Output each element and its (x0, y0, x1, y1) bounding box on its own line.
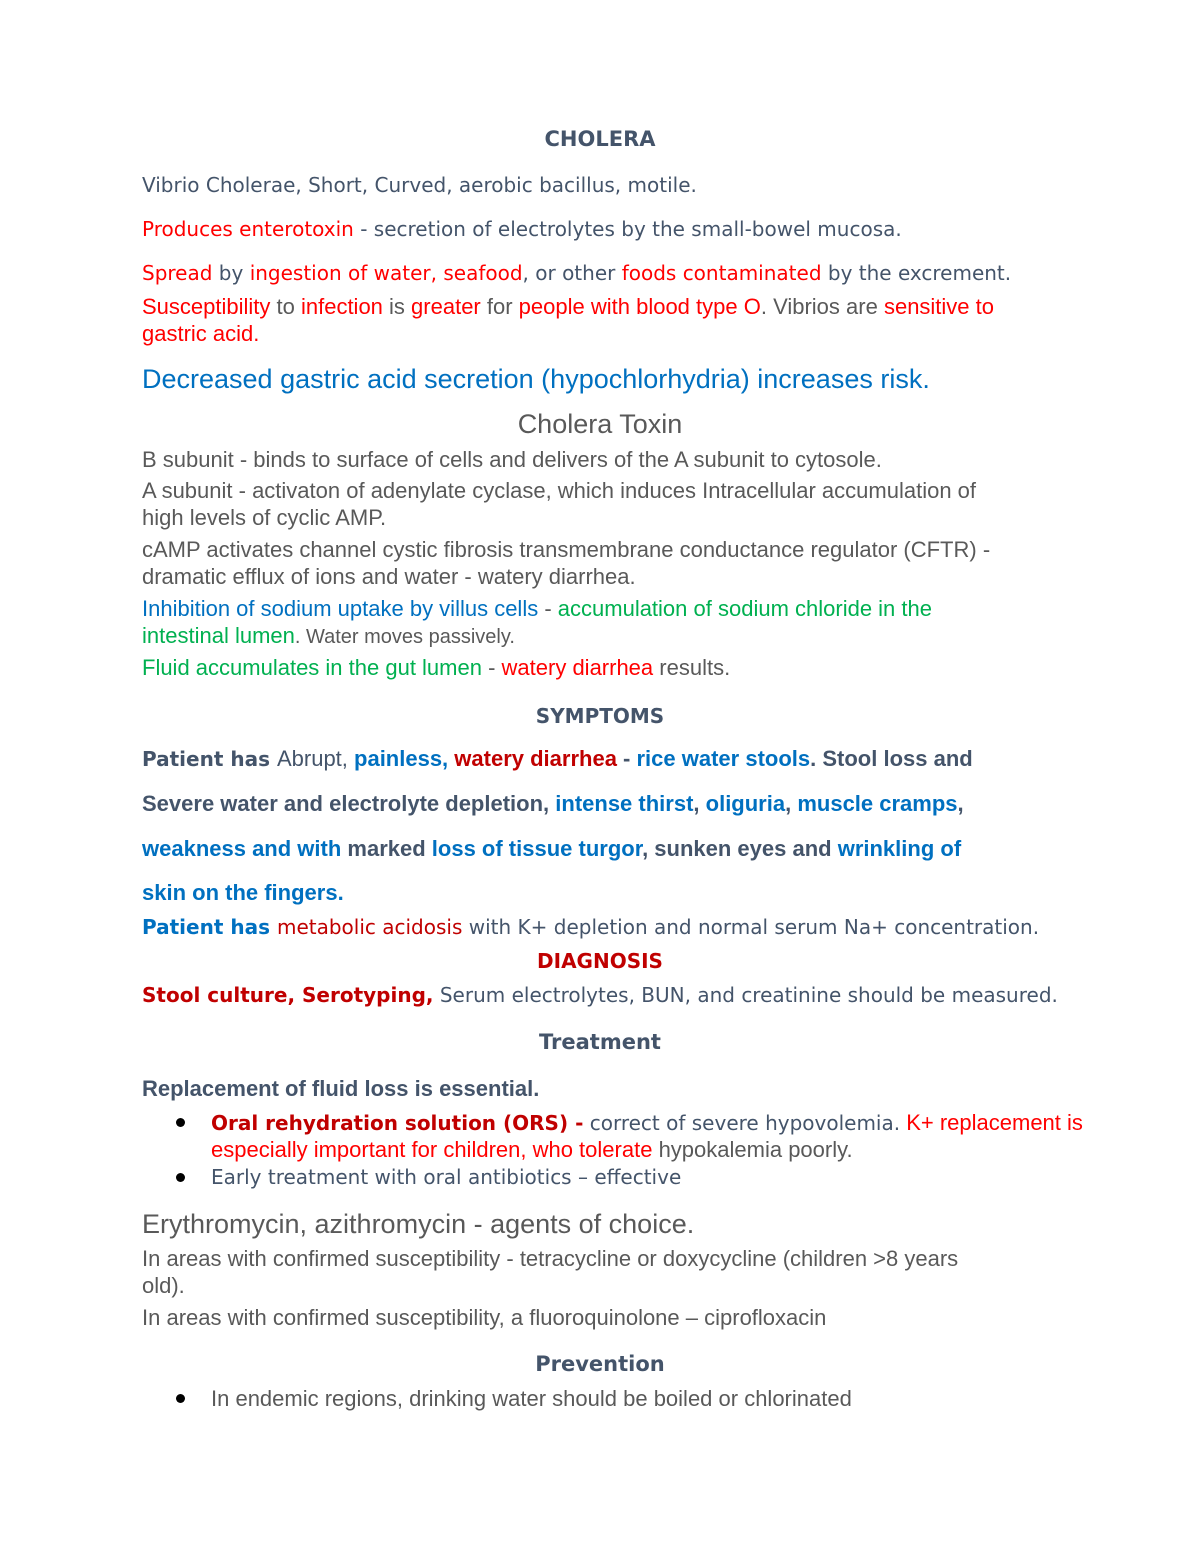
document-title: CHOLERA (544, 127, 656, 151)
susc-s6: for (480, 294, 519, 319)
hypochlorhydria-statement: Decreased gastric acid secretion (hypochlorhydria) increases risk. (142, 364, 930, 394)
inhibition-i2: - (538, 596, 558, 621)
symptoms-l1-g: . Stool loss and (810, 746, 973, 771)
spread-line (142, 261, 1062, 285)
symptoms-l1-a: Patient has (142, 747, 277, 771)
symptoms-l1-e: - (616, 746, 637, 771)
inhibition-i5: . Water moves passively. (294, 626, 515, 648)
fluoroquinolone-line: In areas with confirmed susceptibility, a fluoroquinolone – ciprofloxacin (142, 1305, 827, 1330)
symptoms-l3-d: , sunken eyes and (642, 836, 838, 861)
enterotoxin-lead: Produces enterotoxin (142, 217, 354, 241)
fluid-f3: watery diarrhea (501, 655, 654, 680)
inhibition-i4: intestinal lumen (142, 623, 295, 648)
symptoms-l1-d: watery diarrhea (454, 746, 617, 771)
diagnosis-heading: DIAGNOSIS (537, 949, 663, 973)
tetracycline-line-2: old). (142, 1273, 185, 1298)
ors-b: correct of severe hypovolemia. (583, 1111, 901, 1135)
acidosis-line (142, 915, 1062, 939)
camp-line-1: cAMP activates channel cystic fibrosis transmembrane conductance regulator (CFTR) - (142, 537, 991, 562)
agents-of-choice: Erythromycin, azithromycin - agents of choice. (142, 1209, 695, 1239)
ors-e: hypokalemia poorly. (652, 1137, 853, 1162)
symptoms-l1-f: rice water stools (636, 746, 811, 771)
bullet-early (176, 1173, 185, 1182)
symptoms-l2-a: Severe water and electrolyte depletion, (142, 791, 556, 816)
susc-s8: . Vibrios are (760, 294, 884, 319)
acidosis-c: with K+ depletion and normal serum Na+ concentration. (462, 915, 1040, 939)
symptoms-l3-c: loss of tissue turgor (431, 836, 643, 861)
symptoms-l2-c: , (693, 791, 706, 816)
symptoms-line-2 (142, 791, 1062, 817)
symptoms-line-1 (142, 746, 1062, 772)
spread-w6: by the excrement. (821, 261, 1012, 285)
ors-c: K+ replacement is (900, 1110, 1083, 1135)
spread-w5: foods contaminated (621, 261, 822, 285)
inhibition-line-1 (142, 596, 1062, 622)
symptoms-l2-f: muscle cramps (797, 791, 958, 816)
susc-s7: people with blood type O (518, 294, 761, 319)
susc-s9: sensitive to (883, 294, 995, 319)
susc-s1: Susceptibility (142, 294, 271, 319)
tetracycline-line-1: In areas with confirmed susceptibility - tetracycline or doxycycline (children >8 years (142, 1246, 959, 1271)
susceptibility-line-2: gastric acid. (142, 321, 260, 346)
fluid-f1: Fluid accumulates in the gut lumen (142, 655, 482, 680)
inhibition-i1: Inhibition of sodium uptake by villus cells (142, 596, 539, 621)
symptoms-heading: SYMPTOMS (535, 704, 665, 728)
ors-line-2 (211, 1137, 1071, 1163)
inhibition-i3: accumulation of sodium chloride in the (557, 596, 932, 621)
symptoms-line-3 (142, 836, 1062, 862)
symptoms-l2-b: intense thirst (555, 791, 694, 816)
b-subunit-line: B subunit - binds to surface of cells and delivers of the A subunit to cytosole. (142, 447, 882, 472)
ors-line-1 (211, 1110, 1083, 1136)
symptoms-line-4: skin on the fingers. (142, 880, 344, 905)
susceptibility-line-1 (142, 294, 1062, 320)
diagnosis-b: Serum electrolytes, BUN, and creatinine should be measured. (433, 983, 1058, 1007)
susc-s2: to (270, 294, 301, 319)
enterotoxin-line (142, 217, 1062, 241)
ors-d: especially important for children, who tolerate (211, 1137, 653, 1162)
susc-s3: infection (300, 294, 383, 319)
symptoms-l3-e: wrinkling of (837, 836, 962, 861)
spread-w2: by (212, 261, 250, 285)
fluid-f4: results. (653, 655, 731, 680)
prevention-item: In endemic regions, drinking water should be boiled or chlorinated (211, 1386, 852, 1411)
symptoms-l1-c: painless, (354, 746, 455, 771)
susc-s4: is (382, 294, 412, 319)
fluid-line (142, 655, 1062, 681)
symptoms-l2-g: , (957, 791, 964, 816)
ors-a: Oral rehydration solution (ORS) - (211, 1111, 584, 1135)
acidosis-b: metabolic acidosis (276, 915, 463, 939)
prevention-heading: Prevention (535, 1352, 665, 1376)
bullet-prevention (176, 1394, 185, 1403)
symptoms-l2-e: , (785, 791, 798, 816)
diagnosis-line (142, 983, 1062, 1007)
treatment-heading: Treatment (539, 1030, 661, 1054)
symptoms-l1-b: Abrupt, (276, 746, 355, 771)
symptoms-l3-b: marked (347, 836, 432, 861)
organism-description: Vibrio Cholerae, Short, Curved, aerobic bacillus, motile. (142, 173, 697, 197)
a-subunit-line-1: A subunit - activaton of adenylate cyclase, which induces Intracellular accumulation of (142, 478, 977, 503)
a-subunit-line-2: high levels of cyclic AMP. (142, 505, 387, 530)
spread-w4: , or other (522, 261, 622, 285)
replacement-line: Replacement of fluid loss is essential. (142, 1076, 540, 1101)
diagnosis-a: Stool culture, Serotyping, (142, 983, 434, 1007)
acidosis-a: Patient has (142, 915, 277, 939)
bullet-ors (176, 1118, 185, 1127)
inhibition-line-2 (142, 623, 1062, 649)
spread-w1: Spread (142, 261, 213, 285)
fluid-f2: - (481, 655, 502, 680)
early-treatment-line: Early treatment with oral antibiotics – effective (211, 1165, 682, 1189)
susc-s5: greater (411, 294, 481, 319)
camp-line-2: dramatic efflux of ions and water - watery diarrhea. (142, 564, 636, 589)
symptoms-l2-d: oliguria (705, 791, 786, 816)
toxin-heading: Cholera Toxin (517, 409, 683, 439)
symptoms-l3-a: weakness and with (142, 836, 348, 861)
enterotoxin-rest: - secretion of electrolytes by the small-bowel mucosa. (353, 217, 902, 241)
spread-w3: ingestion of water, seafood (249, 261, 523, 285)
